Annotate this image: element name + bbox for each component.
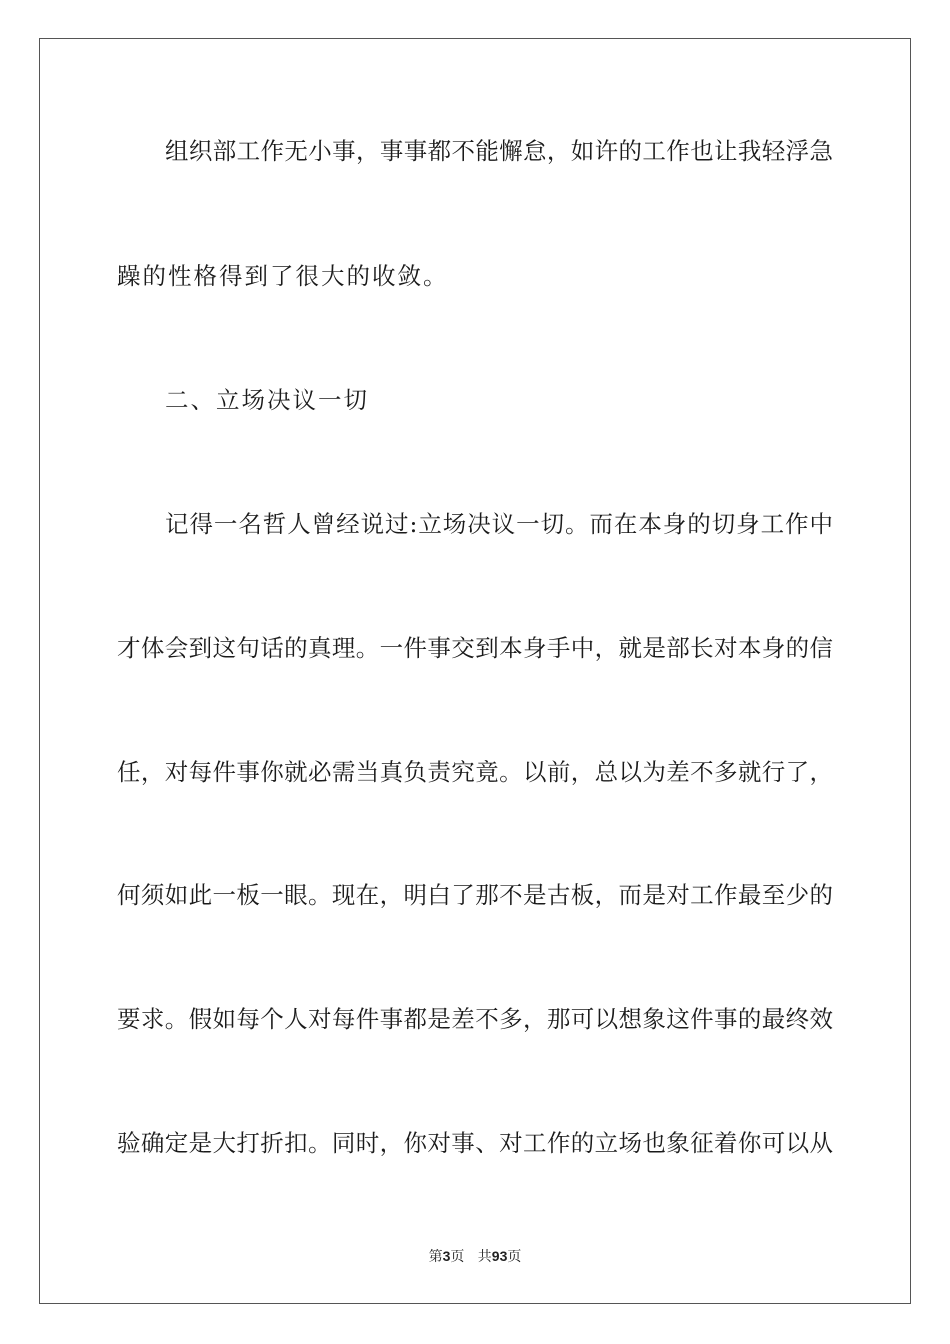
paragraph-line-8: 验确定是大打折扣。同时，你对事、对工作的立场也象征着你可以从 (117, 1129, 833, 1157)
footer-total-suffix: 页 (507, 1249, 522, 1265)
footer-page-prefix: 第 (428, 1249, 443, 1265)
paragraph-line-7: 要求。假如每个人对每件事都是差不多，那可以想象这件事的最终效 (117, 1005, 833, 1033)
paragraph-line-2: 躁的性格得到了很大的收敛。 (117, 262, 449, 290)
footer-page-suffix: 页 (450, 1249, 465, 1265)
paragraph-line-5: 任，对每件事你就必需当真负责究竟。以前，总以为差不多就行了， (117, 758, 833, 786)
footer-total-prefix: 共 (477, 1249, 492, 1265)
paragraph-line-6: 何须如此一板一眼。现在，明白了那不是古板，而是对工作最至少的 (117, 881, 833, 909)
paragraph-line-1: 组织部工作无小事，事事都不能懈怠，如许的工作也让我轻浮急 (165, 137, 833, 165)
page-footer (0, 1247, 950, 1266)
footer-page-number: 3 (442, 1248, 451, 1264)
section-heading: 二、立场决议一切 (165, 386, 369, 414)
page-frame (39, 38, 911, 1304)
paragraph-line-4: 才体会到这句话的真理。一件事交到本身手中，就是部长对本身的信 (117, 634, 833, 662)
footer-total-pages: 93 (491, 1248, 508, 1264)
paragraph-line-3: 记得一名哲人曾经说过:立场决议一切。而在本身的切身工作中 (165, 510, 833, 538)
